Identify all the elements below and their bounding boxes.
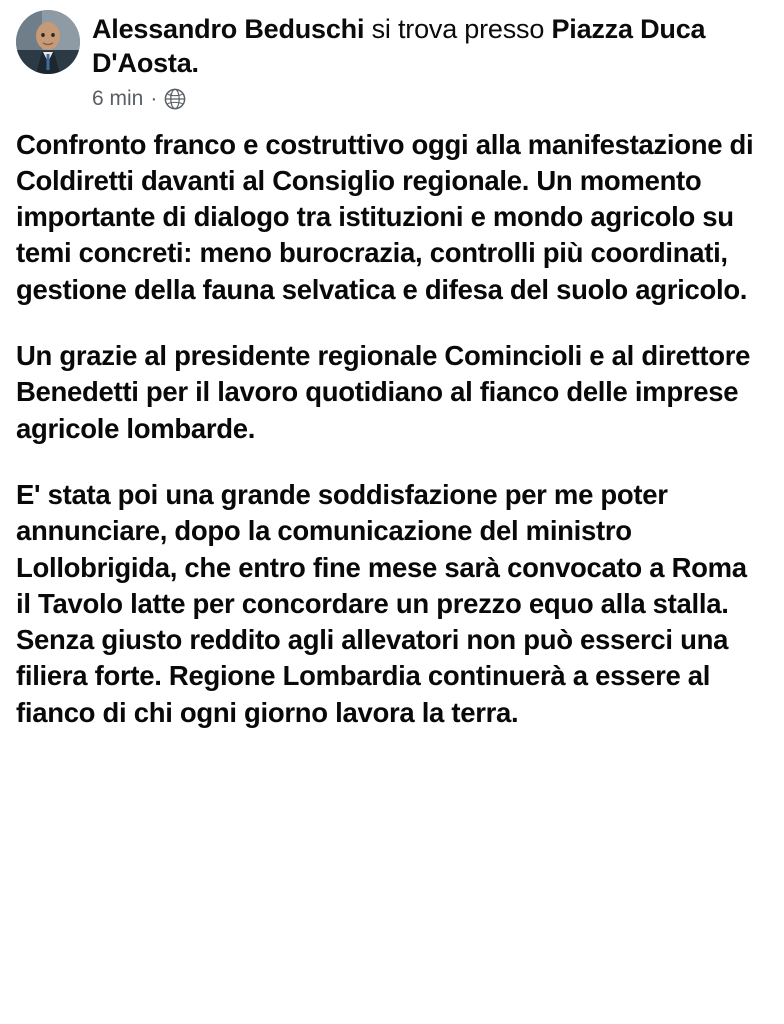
post-paragraph: Confronto franco e costruttivo oggi alla manifestazione di Coldiretti davanti al Consiglio regionale. Un momento importante di dialogo tra istituzioni e mondo agricolo su temi concreti: meno burocrazia, controlli più coordinati, gestione della fauna selvatica e difesa del suolo agricolo. bbox=[16, 128, 754, 305]
post-paragraph: E' stata poi una grande soddisfazione per me poter annunciare, dopo la comunicazione del ministro Lollobrigida, che entro fine mese sarà convocato a Roma il Tavolo latte per concordare un prezzo equo alla stalla. Senza giusto reddito agli allevatori non può esserci una filiera forte. Regione Lombardia continuerà a essere al fianco di chi ogni giorno lavora la terra. bbox=[16, 478, 747, 728]
avatar[interactable] bbox=[16, 10, 80, 74]
author-name[interactable]: Alessandro Beduschi bbox=[92, 14, 365, 44]
post-header bbox=[16, 10, 768, 111]
post-timestamp[interactable]: 6 min bbox=[92, 86, 144, 110]
post-header-text bbox=[92, 10, 768, 111]
globe-icon[interactable] bbox=[164, 88, 186, 110]
place-name[interactable]: Piazza Duca D'Aosta. bbox=[92, 14, 706, 79]
post-meta bbox=[92, 87, 768, 111]
headline-action-text: si trova presso bbox=[364, 14, 552, 44]
post-paragraph: Un grazie al presidente regionale Comincioli e al direttore Benedetti per il lavoro quotidiano al fianco delle imprese agricole lombarde. bbox=[16, 340, 751, 444]
meta-separator: · bbox=[150, 86, 158, 110]
post-body bbox=[16, 127, 768, 731]
post-headline bbox=[92, 12, 768, 81]
